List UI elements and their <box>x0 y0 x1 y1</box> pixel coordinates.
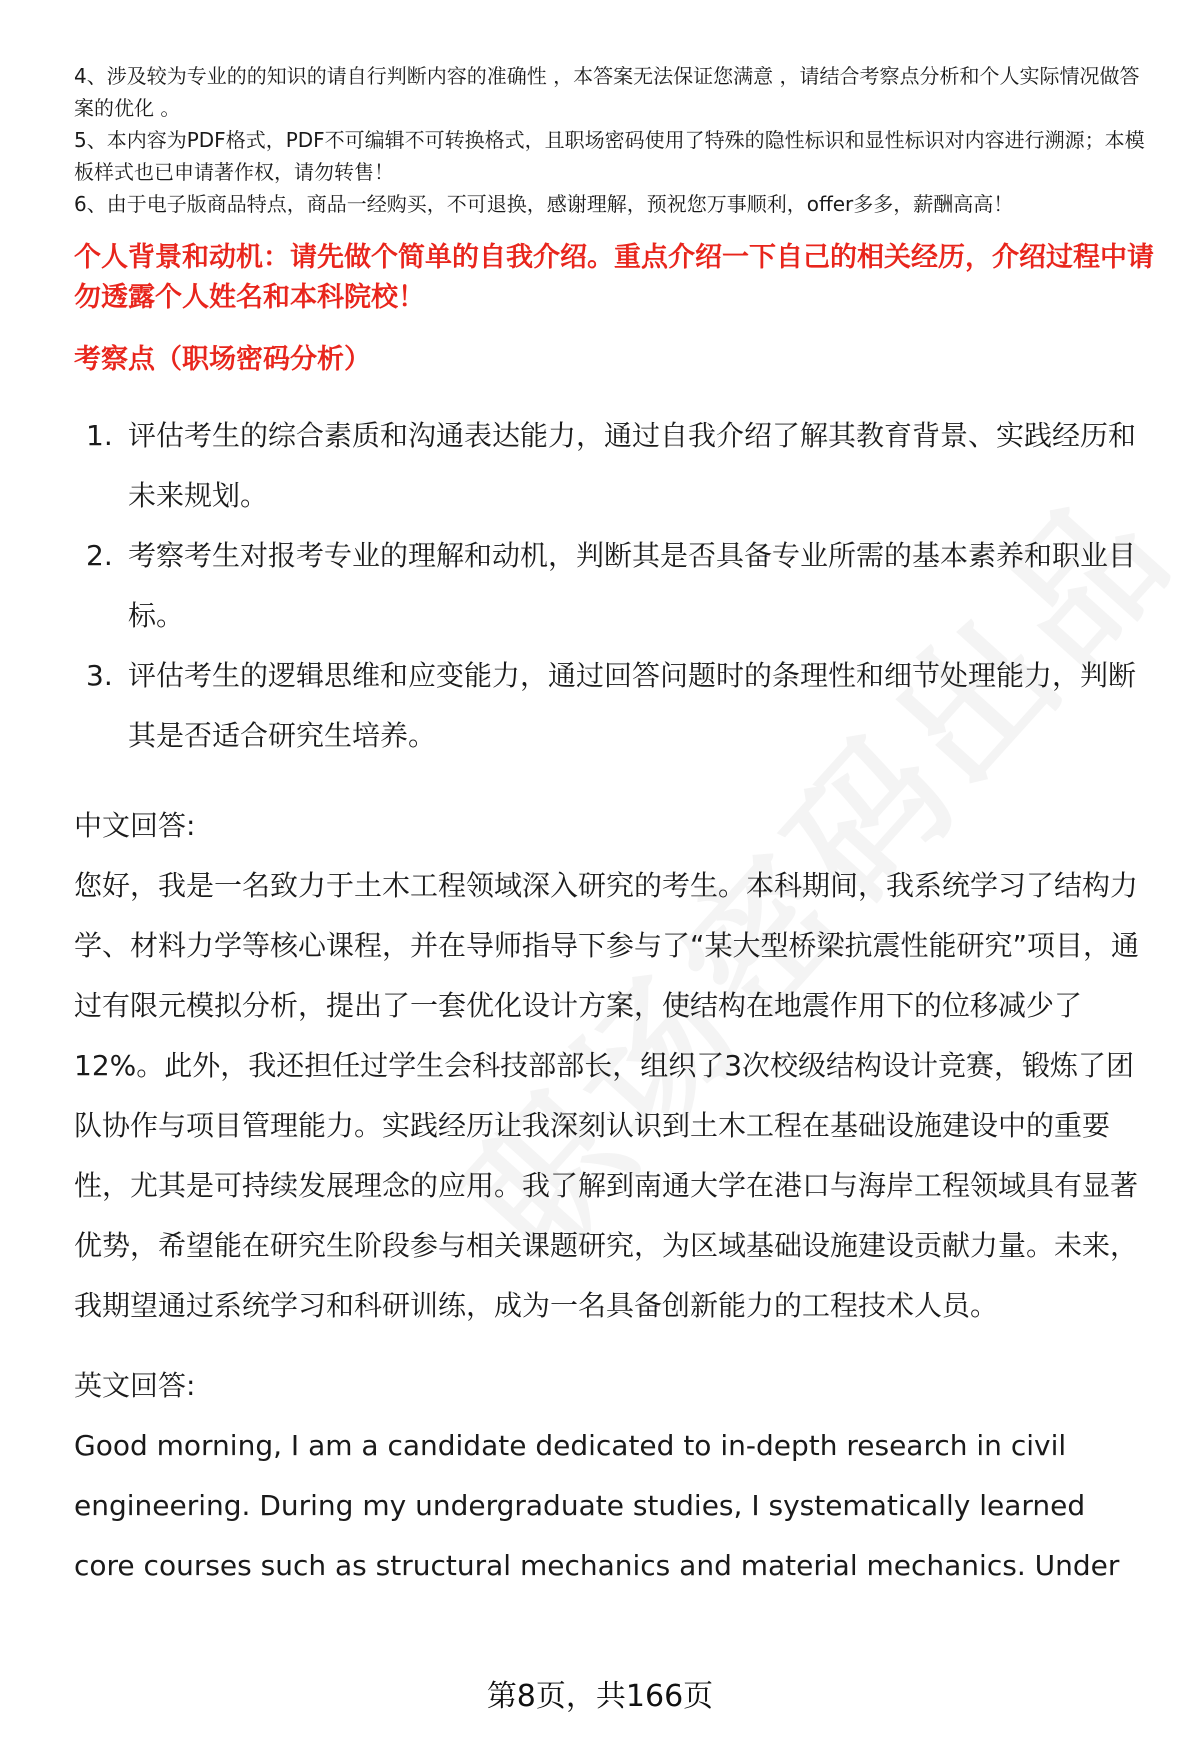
key-points-list <box>74 406 1154 766</box>
key-point-item <box>74 526 1154 646</box>
key-point-text: 考察考生对报考专业的理解和动机，判断其是否具备专业所需的基本素养和职业目标。 <box>128 539 1137 632</box>
key-point-number: 1. <box>86 419 113 452</box>
key-point-text: 评估考生的逻辑思维和应变能力，通过回答问题时的条理性和细节处理能力，判断其是否适合研究生培养。 <box>128 659 1137 752</box>
notice-6: 6、由于电子版商品特点，商品一经购买，不可退换，感谢理解，预祝您万事顺利，offer多多，薪酬高高！ <box>74 192 1014 216</box>
notice-5: 5、本内容为PDF格式，PDF不可编辑不可转换格式，且职场密码使用了特殊的隐性标识和显性标识对内容进行溯源；本模板样式也已申请著作权，请勿转售！ <box>74 128 1145 184</box>
english-answer-label: 英文回答: <box>74 1369 196 1402</box>
key-point-number: 3. <box>86 659 113 692</box>
chinese-answer-label: 中文回答: <box>74 809 196 842</box>
key-point-number: 2. <box>86 539 113 572</box>
key-point-item <box>74 406 1154 526</box>
key-point-item <box>74 646 1154 766</box>
notice-4: 4、涉及较为专业的的知识的请自行判断内容的准确性 ，本答案无法保证您满意 ，请结合考察点分析和个人实际情况做答案的优化 。 <box>74 64 1140 120</box>
question-heading: 个人背景和动机：请先做个简单的自我介绍。重点介绍一下自己的相关经历，介绍过程中请勿透露个人姓名和本科院校！ <box>74 242 1154 313</box>
page-number-footer: 第8页，共166页 <box>486 1679 714 1714</box>
page-content <box>74 60 1154 1596</box>
key-points-title: 考察点（职场密码分析） <box>74 344 371 375</box>
chinese-answer: 您好，我是一名致力于土木工程领域深入研究的考生。本科期间，我系统学习了结构力学、材料力学等核心课程，并在导师指导下参与了“某大型桥梁抗震性能研究”项目，通过有限元模拟分析，提出了一套优化设计方案，使结构在地震作用下的位移减少了12%。此外，我还担任过学生会科技部部长，组织了3次校级结构设计竞赛，锻炼了团队协作与项目管理能力。实践经历让我深刻认识到土木工程在基础设施建设中的重要性，尤其是可持续发展理念的应用。我了解到南通大学在港口与海岸工程领域具有显著优势，希望能在研究生阶段参与相关课题研究，为区域基础设施建设贡献力量。未来，我期望通过系统学习和科研训练，成为一名具备创新能力的工程技术人员。 <box>74 869 1140 1322</box>
key-point-text: 评估考生的综合素质和沟通表达能力，通过自我介绍了解其教育背景、实践经历和未来规划。 <box>128 419 1137 512</box>
english-answer: Good morning, I am a candidate dedicated to in-depth research in civil engineering. During my undergraduate studies, I systematically learned core courses such as structural mechanics and material mechanics. Under <box>74 1429 1120 1582</box>
